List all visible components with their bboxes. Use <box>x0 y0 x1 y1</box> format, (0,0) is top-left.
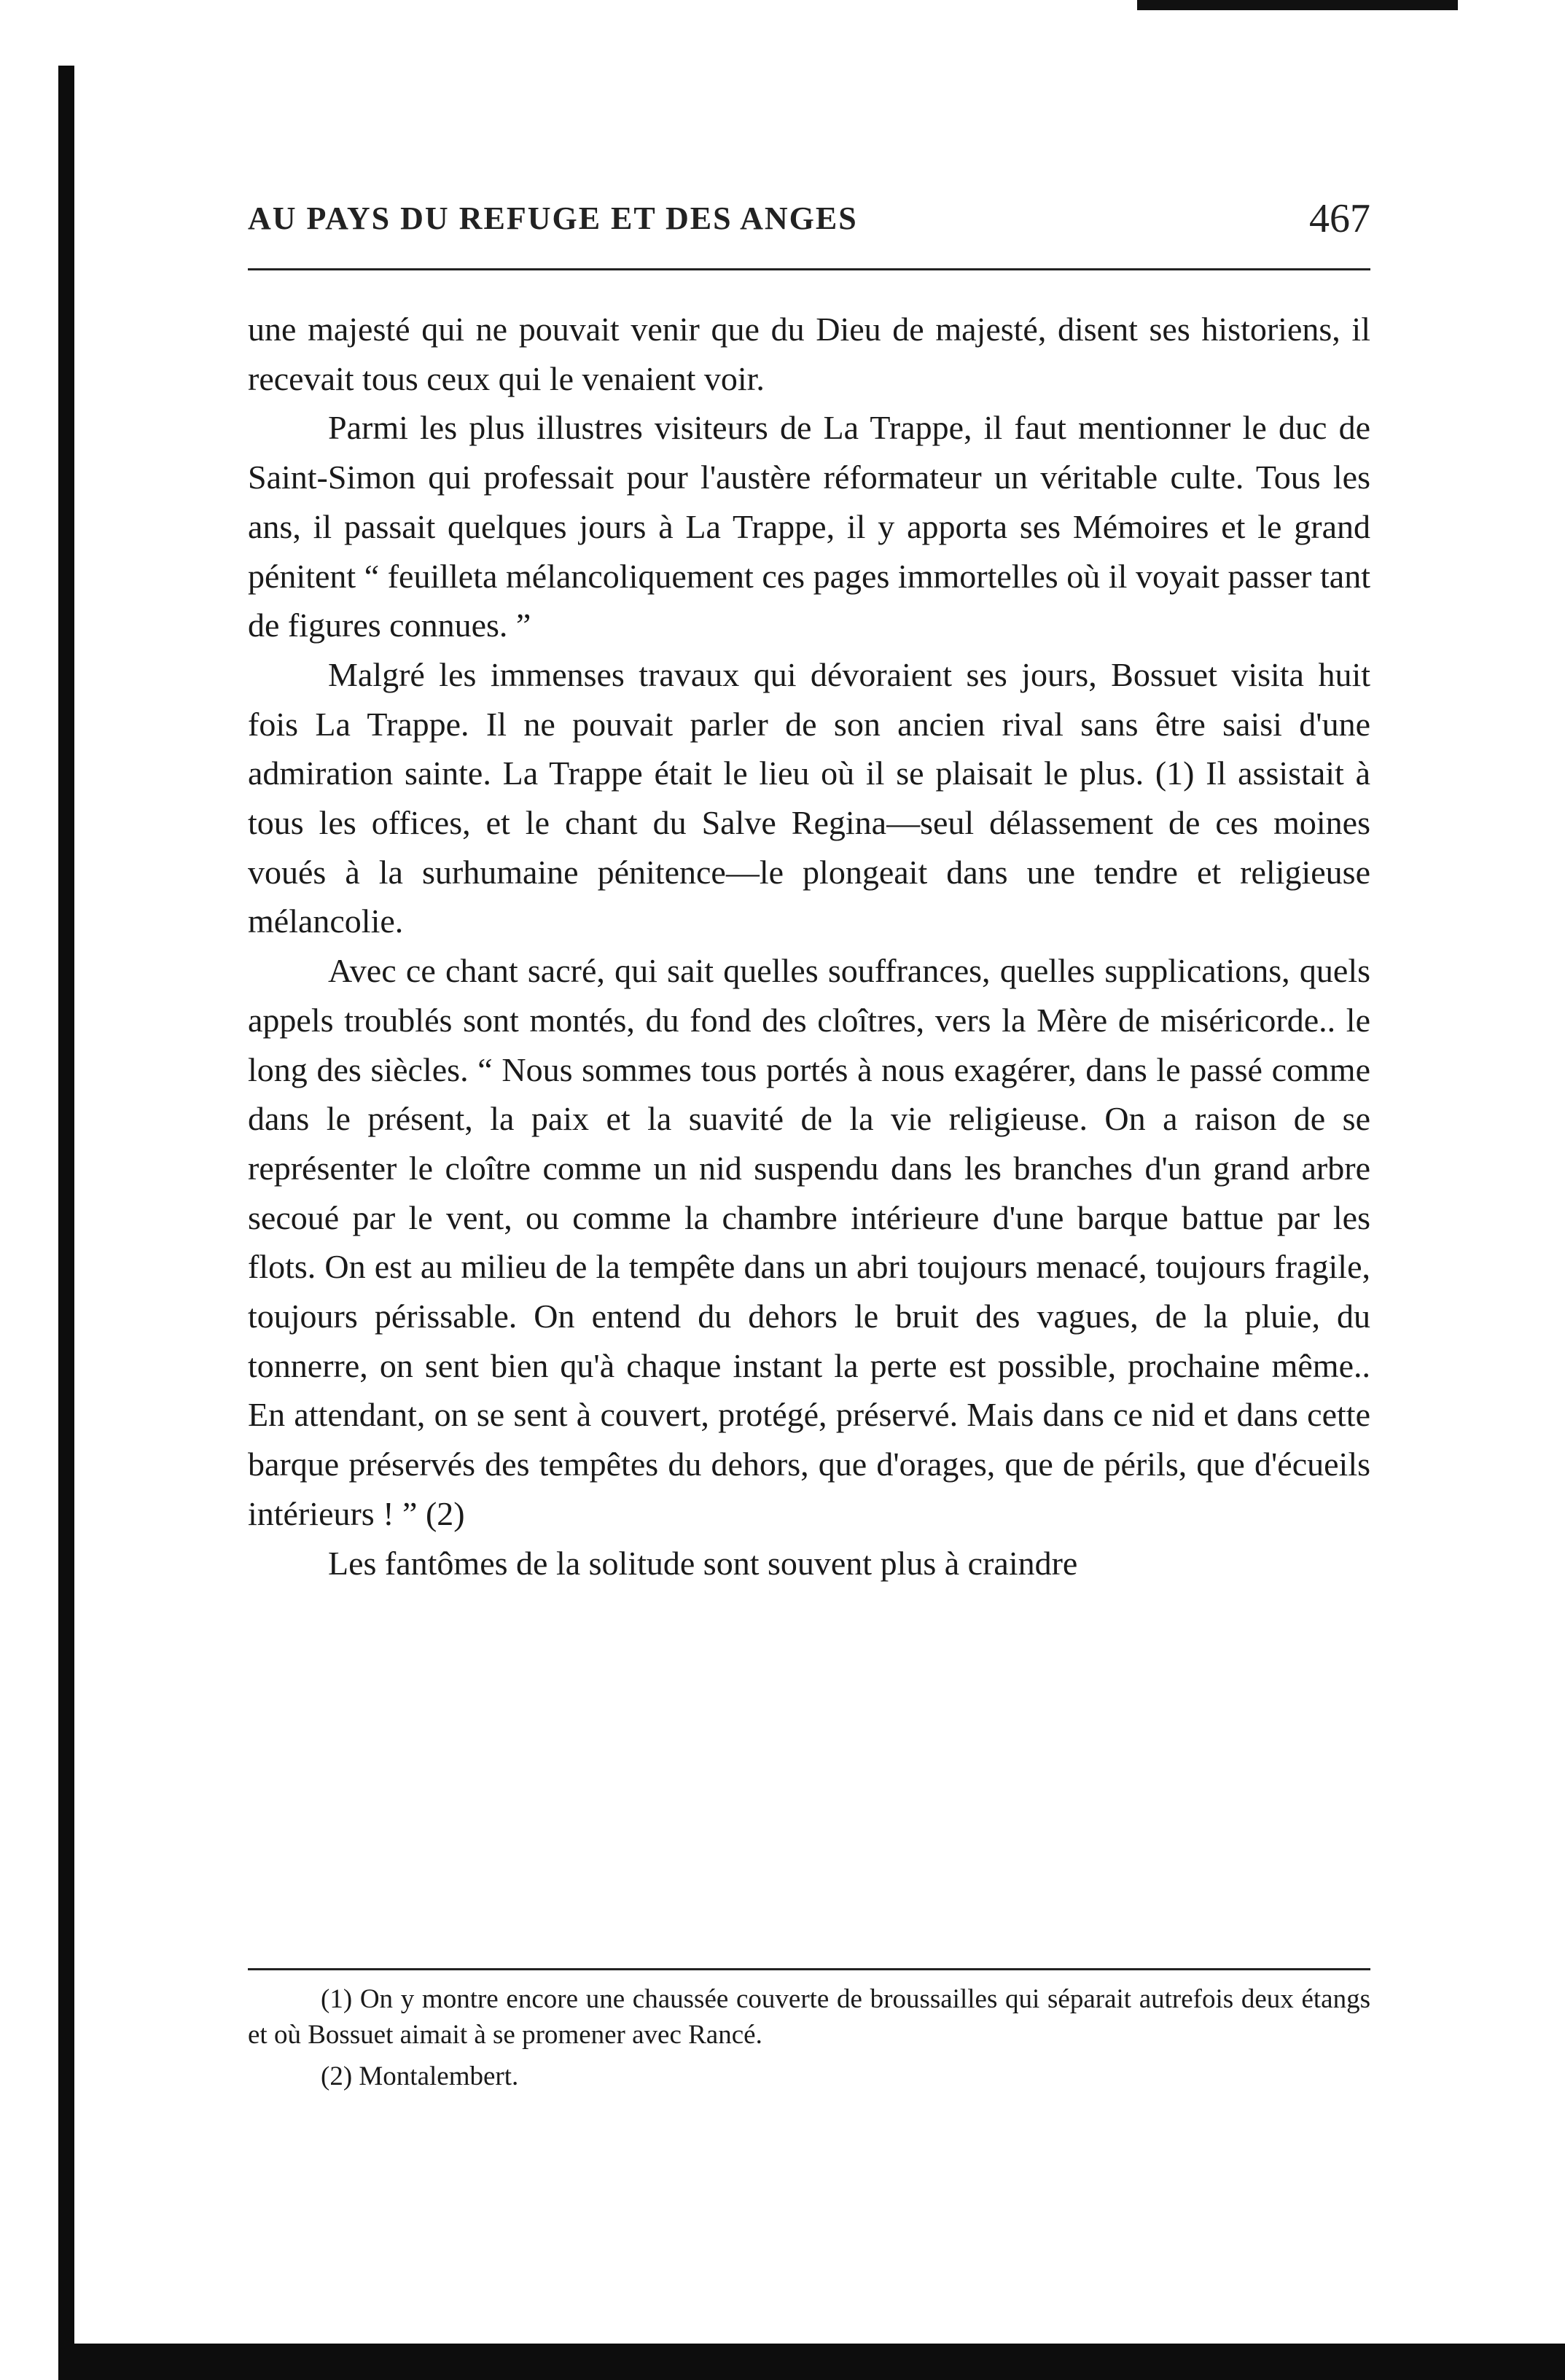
scan-border-left <box>58 66 74 2380</box>
paragraph: une majesté qui ne pouvait venir que du Dieu de majesté, disent ses historiens, il recevait tous ceux qui le venaient voir. <box>248 311 1370 397</box>
paragraph: Parmi les plus illustres visiteurs de La Trappe, il faut mentionner le duc de Saint-Simon qui professait pour l'austère réformateur un véritable culte. Tous les ans, il passait quelques jours à La Trappe, il y apporta ses Mémoires et le grand pénitent “ feuilleta mélancoliquement ces pages immortelles où il voyait passer tant de figures connues. ” <box>248 409 1370 644</box>
page-number: 467 <box>1309 196 1370 241</box>
page-header <box>248 195 1370 246</box>
scan-border-bottom <box>73 2344 1565 2380</box>
paragraph: Les fantômes de la solitude sont souvent plus à craindre <box>328 1544 1078 1582</box>
footnote: (2) Montalembert. <box>321 2061 519 2091</box>
paragraph: Malgré les immenses travaux qui dévoraient ses jours, Bossuet visita huit fois La Trappe. Il ne pouvait parler de son ancien rival sans être saisi d'une admiration sainte. La Trappe était le lieu où il se plaisait le plus. (1) Il assistait à tous les offices, et le chant du Salve Regina—seul délassement de ces moines voués à la surhumaine pénitence—le plongeait dans une tendre et religieuse mélancolie. <box>248 655 1370 940</box>
footnotes <box>248 1981 1370 2094</box>
footnote: (1) On y montre encore une chaussée couverte de broussailles qui séparait autrefois deux étangs et où Bossuet aimait à se promener avec Rancé. <box>248 1984 1370 2050</box>
running-head: AU PAYS DU REFUGE ET DES ANGES <box>248 200 858 236</box>
header-rule <box>248 268 1370 270</box>
main-text <box>248 305 1370 1588</box>
footnote-rule <box>248 1968 1370 1970</box>
paragraph: Avec ce chant sacré, qui sait quelles souffrances, quelles supplications, quels appels troublés sont montés, du fond des cloîtres, vers la Mère de miséricorde.. le long des siècles. “ Nous sommes tous portés à nous exagérer, dans le passé comme dans le présent, la paix et la suavité de la vie religieuse. On a raison de se représenter le cloître comme un nid suspendu dans les branches d'un grand arbre secoué par le vent, ou comme la chambre intérieure d'une barque battue par les flots. On est au milieu de la tempête dans un abri toujours menacé, toujours fragile, toujours périssable. On entend du dehors le bruit des vagues, de la pluie, du tonnerre, on sent bien qu'à chaque instant la perte est possible, prochaine même.. En attendant, on se sent à couvert, protégé, préservé. Mais dans ce nid et dans cette barque préservés des tempêtes du dehors, que d'orages, que de périls, que d'écueils intérieurs ! ” (2) <box>248 952 1370 1532</box>
scan-border-top <box>1137 0 1458 10</box>
